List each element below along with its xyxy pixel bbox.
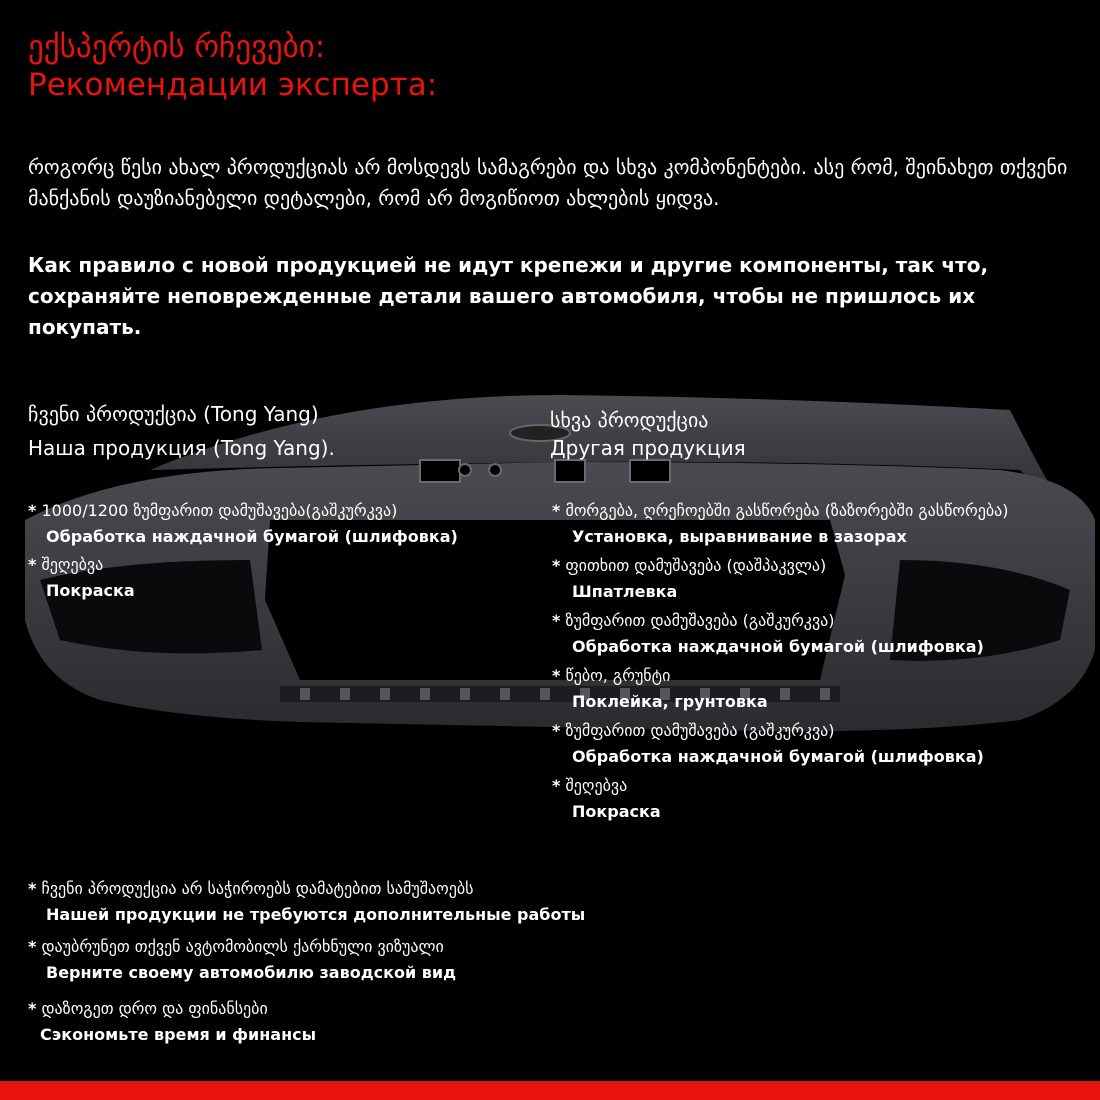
bullet-star: * — [552, 666, 561, 685]
list-item — [28, 996, 585, 1054]
item-ka: ფითხით დამუშავება (დაშპაკვლა) — [565, 556, 827, 575]
item-ka: შეღებვა — [41, 555, 104, 574]
list-item — [28, 876, 585, 934]
item-ru: Покраска — [46, 581, 135, 600]
item-ru: Шпатлевка — [572, 582, 678, 601]
list-item — [28, 498, 458, 552]
title-ru: Рекомендации эксперта: — [28, 67, 438, 103]
list-item — [552, 773, 1008, 828]
benefits-list — [28, 876, 585, 1054]
bottom-accent-bar — [0, 1081, 1100, 1100]
intro-ka: როგორც წესი ახალ პროდუქციას არ მოსდევს სამაგრები და სხვა კომპონენტები. ასე რომ, შეინახეთ თქვენი მანქანის დაუზიანებელი დეტალები, რომ არ მოგიწიოთ ახლების ყიდვა. — [28, 155, 1068, 210]
other-heading-ru: Другая продукция — [550, 436, 746, 460]
bullet-star: * — [552, 556, 561, 575]
list-item — [28, 552, 458, 606]
intro-ru: Как правило с новой продукцией не идут крепежи и другие компоненты, так что, сохраняйте неповрежденные детали вашего автомобиля, чтобы не пришлось их покупать. — [28, 253, 989, 339]
title-ka: ექსპერტის რჩევები: — [28, 29, 326, 65]
bullet-star: * — [552, 776, 561, 795]
ours-heading-ru: Наша продукция (Tong Yang). — [28, 436, 335, 460]
bullet-star: * — [28, 937, 37, 956]
ours-heading-ka: ჩვენი პროდუქცია (Tong Yang) — [28, 402, 319, 426]
bullet-star: * — [552, 721, 561, 740]
bullet-star: * — [28, 999, 37, 1018]
item-ru: Поклейка, грунтовка — [572, 692, 768, 711]
item-ru: Установка, выравнивание в зазорах — [572, 527, 907, 546]
item-ka: ზუმფარით დამუშავება (გაშკურკვა) — [565, 611, 835, 630]
bullet-star: * — [28, 555, 37, 574]
item-ka: მორგება, ღრეჩოებში გასწორება (ზაზორებში გასწორება) — [565, 501, 1009, 520]
bullet-star: * — [552, 611, 561, 630]
list-item — [552, 663, 1008, 718]
other-list — [552, 498, 1008, 828]
item-ru: Покраска — [572, 802, 661, 821]
item-ka: ჩვენი პროდუქცია არ საჭიროებს დამატებით სამუშაოებს — [41, 879, 474, 898]
item-ka: დაზოგეთ დრო და ფინანსები — [41, 999, 268, 1018]
item-ka: წებო, გრუნტი — [565, 666, 671, 685]
item-ru: Нашей продукции не требуются дополнительные работы — [46, 905, 586, 924]
item-ka: შეღებვა — [565, 776, 628, 795]
item-ru: Сэкономьте время и финансы — [40, 1025, 317, 1044]
item-ru: Верните своему автомобилю заводской вид — [46, 963, 456, 982]
item-ka: ზუმფარით დამუშავება (გაშკურკვა) — [565, 721, 835, 740]
ours-list — [28, 498, 458, 606]
item-ru: Обработка наждачной бумагой (шлифовка) — [572, 747, 984, 766]
item-ru: Обработка наждачной бумагой (шлифовка) — [572, 637, 984, 656]
bullet-star: * — [28, 501, 37, 520]
list-item — [552, 608, 1008, 663]
other-heading-ka: სხვა პროდუქცია — [550, 408, 709, 432]
item-ka: 1000/1200 ზუმფარით დამუშავება(გაშკურკვა) — [41, 501, 398, 520]
bullet-star: * — [552, 501, 561, 520]
list-item — [552, 498, 1008, 553]
bullet-star: * — [28, 879, 37, 898]
item-ka: დაუბრუნეთ თქვენ ავტომობილს ქარხნული ვიზუალი — [41, 937, 444, 956]
item-ru: Обработка наждачной бумагой (шлифовка) — [46, 527, 458, 546]
list-item — [552, 718, 1008, 773]
list-item — [28, 934, 585, 996]
list-item — [552, 553, 1008, 608]
